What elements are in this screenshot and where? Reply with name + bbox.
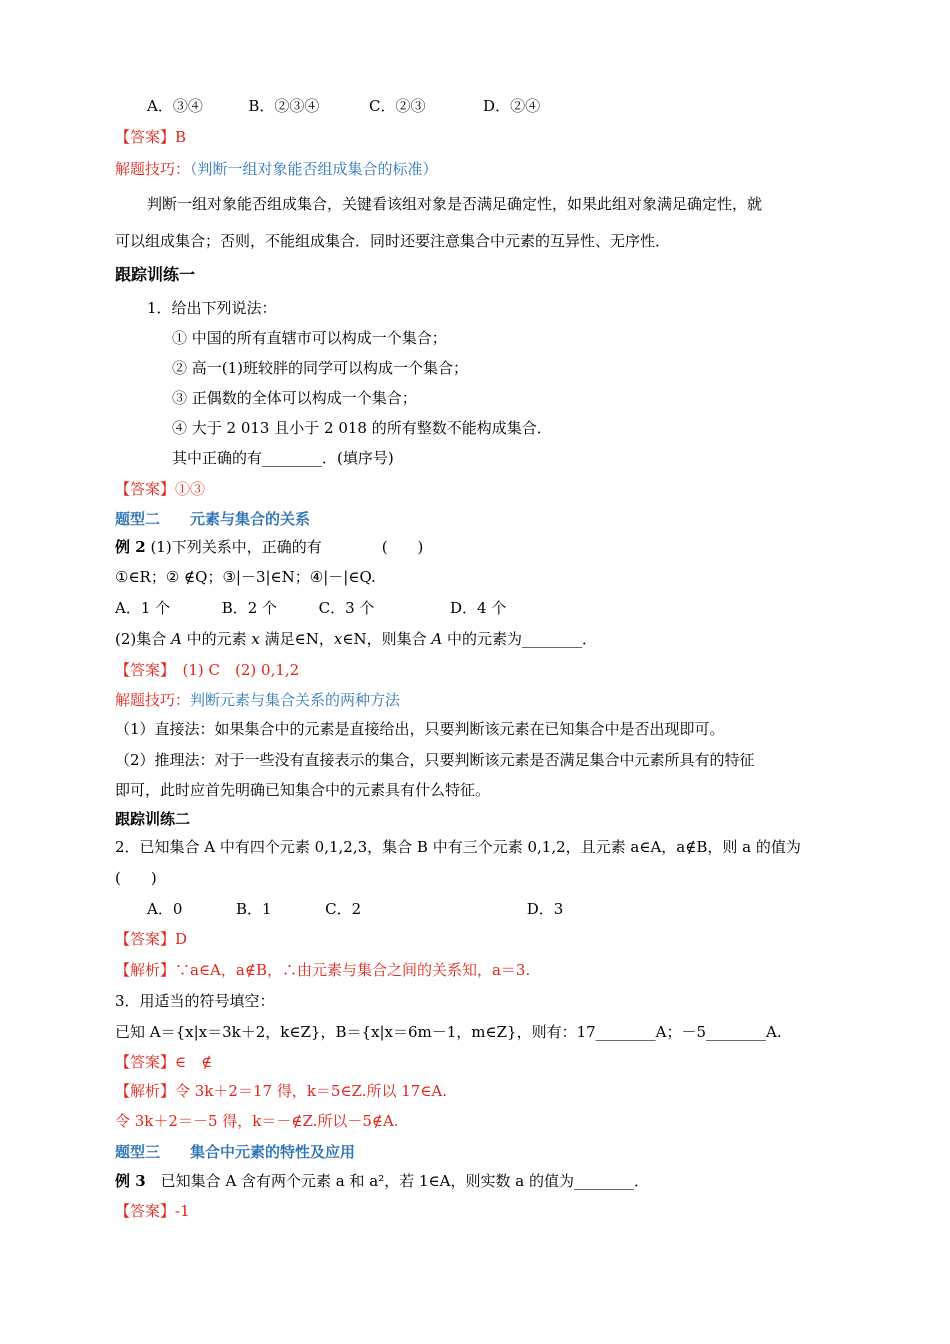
tip-body: 判断一组对象能否组成集合，关键看该组对象是否满足确定性，如果此组对象满足确定性，就 xyxy=(147,195,763,213)
answer-line xyxy=(115,929,187,949)
section-heading: 跟踪训练一 xyxy=(115,265,196,284)
type-heading: 题型二 元素与集合的关系 xyxy=(115,510,311,528)
question: 3．用适当的符号填空： xyxy=(115,992,275,1010)
text: ∈N，则集合 xyxy=(342,630,432,648)
answer-value: (1) C (2) 0,1,2 xyxy=(167,661,300,679)
text: (2)集合 xyxy=(115,630,172,648)
choice-a: A．1 个 xyxy=(115,599,171,617)
answer-tag: 【答案】 xyxy=(115,480,176,498)
tip-line xyxy=(115,159,438,179)
answer-tag: 【答案】 xyxy=(115,1053,176,1071)
explanation-line: 令 3k＋2＝－5 得，k＝－∉Z.所以－5∉A. xyxy=(115,1112,399,1130)
choice-a: A．③④ xyxy=(147,97,203,115)
tip-title: （判断一组对象能否组成集合的标准） xyxy=(190,160,438,178)
explanation-tag: 【解析】 xyxy=(115,961,176,979)
tip-line xyxy=(115,690,400,710)
list-item: ④ 大于 2 013 且小于 2 018 的所有整数不能构成集合． xyxy=(172,419,552,437)
answer-value: -1 xyxy=(175,1202,190,1220)
relations: ①∈R；② ∉Q；③|－3|∈N；④|－|∈Q. xyxy=(115,568,376,586)
choice-c: C．2 xyxy=(325,900,362,918)
example-label: 例 2 xyxy=(115,538,146,556)
choice-row xyxy=(147,96,540,116)
choice-a: A．0 xyxy=(147,900,183,918)
question: 1．给出下列说法： xyxy=(147,299,277,317)
list-item: ① 中国的所有直辖市可以构成一个集合； xyxy=(172,329,447,347)
choice-row xyxy=(147,899,563,919)
answer-value: B xyxy=(175,128,187,146)
answer-line xyxy=(115,479,205,499)
question: ( ) xyxy=(115,869,157,887)
answer-line xyxy=(115,660,299,680)
tip-title: 判断元素与集合关系的两种方法 xyxy=(190,691,401,709)
text: 满足∈N， xyxy=(259,630,334,648)
section-heading: 跟踪训练二 xyxy=(115,810,191,828)
fill-blank: 其中正确的有________．(填序号) xyxy=(172,449,394,467)
answer-line xyxy=(115,127,186,147)
answer-tag: 【答案】 xyxy=(115,128,176,146)
choice-row xyxy=(115,598,506,618)
tip-body: 可以组成集合；否则，不能组成集合．同时还要注意集合中元素的互异性、无序性． xyxy=(115,232,671,250)
var: A xyxy=(431,630,443,648)
explanation-tag: 【解析】 xyxy=(115,1082,176,1100)
var: x xyxy=(251,630,260,648)
choice-b: B．②③④ xyxy=(248,97,320,115)
list-item: ② 高一(1)班较胖的同学可以构成一个集合； xyxy=(172,359,469,377)
example-question xyxy=(115,1171,649,1191)
method-2: 即可，此时应首先明确已知集合中的元素具有什么特征。 xyxy=(115,781,491,799)
answer-tag: 【答案】 xyxy=(115,1202,176,1220)
answer-tag: 【答案】 xyxy=(115,930,176,948)
example-text: 已知集合 A 含有两个元素 a 和 a²，若 1∈A，则实数 a 的值为________． xyxy=(145,1172,649,1190)
tip-label: 解题技巧： xyxy=(115,160,191,178)
explanation-text: ∵a∈A，a∉B，∴由元素与集合之间的关系知，a＝3. xyxy=(175,961,531,979)
question: 2．已知集合 A 中有四个元素 0,1,2,3，集合 B 中有三个元素 0,1,2，且元素 a∈A，a∉B，则 a 的值为 xyxy=(115,838,801,856)
explanation-line xyxy=(115,960,530,980)
list-item: ③ 正偶数的全体可以构成一个集合； xyxy=(172,389,417,407)
method-2: （2）推理法：对于一些没有直接表示的集合，只要判断该元素是否满足集合中元素所具有的特征 xyxy=(115,751,755,769)
explanation-line xyxy=(115,1081,447,1101)
choice-b: B．1 xyxy=(235,900,272,918)
choice-d: D．4 个 xyxy=(449,599,507,617)
question-2 xyxy=(115,629,597,649)
answer-tag: 【答案】 xyxy=(115,661,168,679)
type-heading: 题型三 集合中元素的特性及应用 xyxy=(115,1143,356,1161)
choice-b: B．2 个 xyxy=(221,599,278,617)
tip-label: 解题技巧： xyxy=(115,691,191,709)
text: 中的元素 xyxy=(181,630,252,648)
var: A xyxy=(171,630,182,648)
question: 已知 A＝{x|x＝3k＋2，k∈Z}，B＝{x|x＝6m－1，m∈Z}，则有：17________A；－5________A. xyxy=(115,1023,782,1041)
choice-c: C．②③ xyxy=(369,97,426,115)
example-text: (1)下列关系中，正确的有 ( ) xyxy=(150,538,424,556)
answer-line xyxy=(115,1201,190,1221)
choice-d: D．②④ xyxy=(483,97,541,115)
choice-c: C．3 个 xyxy=(318,599,375,617)
choice-d: D．3 xyxy=(526,900,564,918)
answer-line xyxy=(115,1052,212,1072)
answer-value: ∈ ∉ xyxy=(175,1053,213,1071)
example-question xyxy=(115,537,423,557)
method-1: （1）直接法：如果集合中的元素是直接给出，只要判断该元素在已知集合中是否出现即可。 xyxy=(115,720,725,738)
answer-value: D xyxy=(175,930,188,948)
example-label: 例 3 xyxy=(115,1172,146,1190)
answer-value: ①③ xyxy=(175,480,206,498)
var: x xyxy=(333,630,343,648)
text: 中的元素为________． xyxy=(442,630,597,648)
explanation-text: 令 3k＋2＝17 得，k＝5∈Z.所以 17∈A. xyxy=(175,1082,448,1100)
